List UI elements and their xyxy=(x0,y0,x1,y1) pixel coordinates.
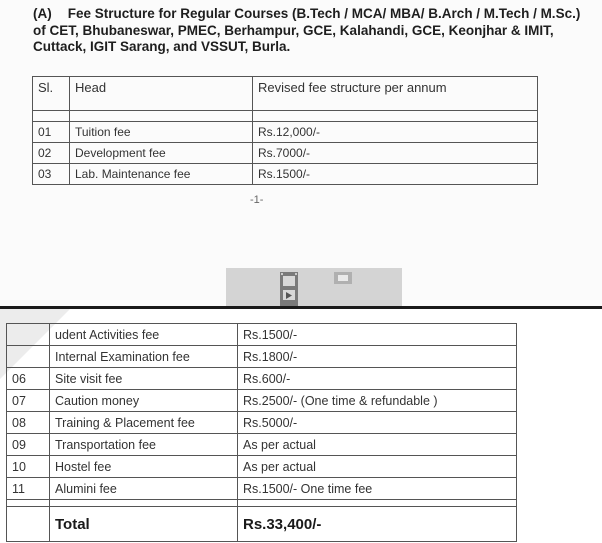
header-head: Head xyxy=(70,77,253,111)
table-spacer-row xyxy=(33,111,538,122)
cell-sl: 09 xyxy=(7,434,50,456)
total-row xyxy=(7,507,517,542)
cell-sl: 07 xyxy=(7,390,50,412)
section-label: (A) xyxy=(33,6,52,21)
cell-fee: As per actual xyxy=(238,456,517,478)
cell-head: Tuition fee xyxy=(70,122,253,143)
cell-fee: Rs.1500/- xyxy=(238,324,517,346)
table-row xyxy=(7,456,517,478)
viewer-thumbnail-tab[interactable] xyxy=(226,268,402,306)
cell-sl: 10 xyxy=(7,456,50,478)
table-header-row xyxy=(33,77,538,111)
cell-fee: Rs.1800/- xyxy=(238,346,517,368)
cell-fee: Rs.2500/- (One time & refundable ) xyxy=(238,390,517,412)
cell-head: Training & Placement fee xyxy=(50,412,238,434)
cell-fee: Rs.1500/- xyxy=(253,164,538,185)
cell-sl xyxy=(7,346,50,368)
fee-structure-heading xyxy=(33,6,581,56)
cell-fee: As per actual xyxy=(238,434,517,456)
total-fee: Rs.33,400/- xyxy=(238,507,517,542)
table-row xyxy=(7,478,517,500)
header-fee: Revised fee structure per annum xyxy=(253,77,538,111)
cell-sl: 01 xyxy=(33,122,70,143)
table-row xyxy=(33,143,538,164)
cell-fee: Rs.12,000/- xyxy=(253,122,538,143)
cell-head: Development fee xyxy=(70,143,253,164)
cell-head: Alumini fee xyxy=(50,478,238,500)
fee-table-bottom xyxy=(6,323,517,542)
total-label: Total xyxy=(50,507,238,542)
cell-fee: Rs.600/- xyxy=(238,368,517,390)
film-strip-icon xyxy=(276,270,354,306)
cell-head: Transportation fee xyxy=(50,434,238,456)
cell-head: Caution money xyxy=(50,390,238,412)
table-row xyxy=(7,346,517,368)
cell-sl-empty xyxy=(7,507,50,542)
cell-sl: 08 xyxy=(7,412,50,434)
cell-fee: Rs.5000/- xyxy=(238,412,517,434)
cell-sl: 11 xyxy=(7,478,50,500)
cell-sl: 03 xyxy=(33,164,70,185)
table-spacer-row xyxy=(7,500,517,507)
cell-sl xyxy=(7,324,50,346)
cell-head: Hostel fee xyxy=(50,456,238,478)
table-row xyxy=(33,122,538,143)
cell-sl: 06 xyxy=(7,368,50,390)
cell-fee: Rs.1500/- One time fee xyxy=(238,478,517,500)
page-number: -1- xyxy=(250,194,264,206)
cell-head: Site visit fee xyxy=(50,368,238,390)
cell-head: Lab. Maintenance fee xyxy=(70,164,253,185)
table-row xyxy=(33,164,538,185)
heading-text: Fee Structure for Regular Courses (B.Tech / MCA/ MBA/ B.Arch / M.Tech / M.Sc.) of CET, Bhubaneswar, PMEC, Berhampur, GCE, Kalahandi, GCE, Keonjhar & IMIT, Cuttack, IGIT Sarang, and VSSUT, Burla. xyxy=(33,6,581,54)
header-sl: Sl. xyxy=(33,77,70,111)
cell-sl: 02 xyxy=(33,143,70,164)
cell-head: Internal Examination fee xyxy=(50,346,238,368)
table-row xyxy=(7,434,517,456)
cell-fee: Rs.7000/- xyxy=(253,143,538,164)
table-row xyxy=(7,412,517,434)
fee-table-top xyxy=(32,76,538,185)
table-row xyxy=(7,390,517,412)
cell-head: udent Activities fee xyxy=(50,324,238,346)
table-row xyxy=(7,324,517,346)
table-row xyxy=(7,368,517,390)
